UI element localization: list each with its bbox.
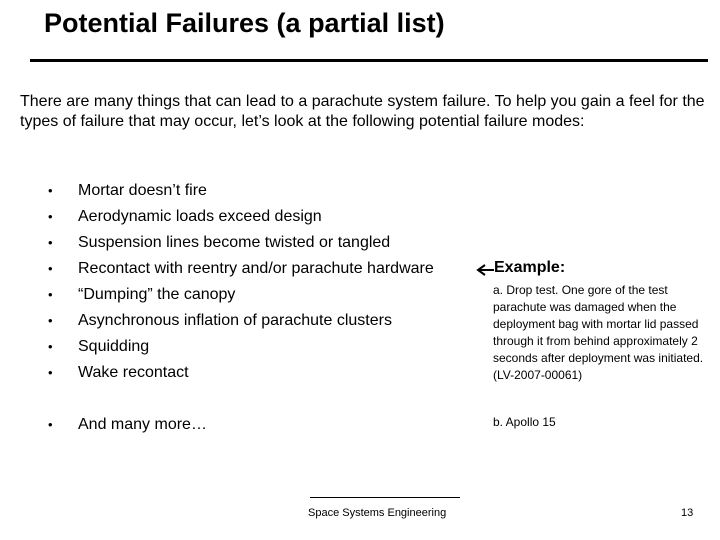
bullet-marker: • xyxy=(48,261,53,276)
list-item xyxy=(48,360,488,386)
list-item-text: Mortar doesn’t fire xyxy=(78,182,207,199)
example-heading: Example: xyxy=(494,259,566,276)
bullet-marker: • xyxy=(48,287,53,302)
bullet-marker: • xyxy=(48,209,53,224)
list-item-text: Aerodynamic loads exceed design xyxy=(78,208,322,225)
page-number: 13 xyxy=(681,507,694,519)
bullet-marker: • xyxy=(48,417,53,432)
intro-paragraph: There are many things that can lead to a parachute system failure. To help you gain a feel for the types of failure that may occur, let’s look at the following potential failure modes: xyxy=(20,93,705,130)
slide-title: Potential Failures (a partial list) xyxy=(44,8,445,38)
list-item xyxy=(48,308,488,334)
list-item-text: Squidding xyxy=(78,338,150,355)
bullet-marker: • xyxy=(48,365,53,380)
list-item-text: Suspension lines become twisted or tangled xyxy=(78,234,391,251)
list-item-text: Recontact with reentry and/or parachute hardware xyxy=(78,260,434,277)
failure-modes-list xyxy=(48,178,488,438)
list-item-text: Asynchronous inflation of parachute clusters xyxy=(78,312,392,329)
list-item xyxy=(48,230,488,256)
list-item xyxy=(48,334,488,360)
footer-text: Space Systems Engineering xyxy=(308,507,447,519)
list-item-text: “Dumping” the canopy xyxy=(78,286,236,303)
bullet-marker: • xyxy=(48,313,53,328)
arrow-left-icon xyxy=(474,263,494,277)
list-item-text: And many more… xyxy=(78,416,207,433)
list-item xyxy=(48,256,488,282)
list-item xyxy=(48,178,488,204)
example-a-caption: a. Drop test. One gore of the test parachute was damaged when the deployment bag with mortar lid passed through it from behind approximately 2 seconds after deployment was initiated. (LV-2007-00061) xyxy=(493,283,704,382)
list-item xyxy=(48,412,488,438)
list-item xyxy=(48,282,488,308)
title-underline xyxy=(30,59,708,62)
example-b-caption: b. Apollo 15 xyxy=(493,415,556,429)
bullet-marker: • xyxy=(48,339,53,354)
bullet-marker: • xyxy=(48,235,53,250)
footer-divider xyxy=(310,497,460,498)
list-item-text: Wake recontact xyxy=(78,364,189,381)
bullet-marker: • xyxy=(48,183,53,198)
list-item xyxy=(48,204,488,230)
